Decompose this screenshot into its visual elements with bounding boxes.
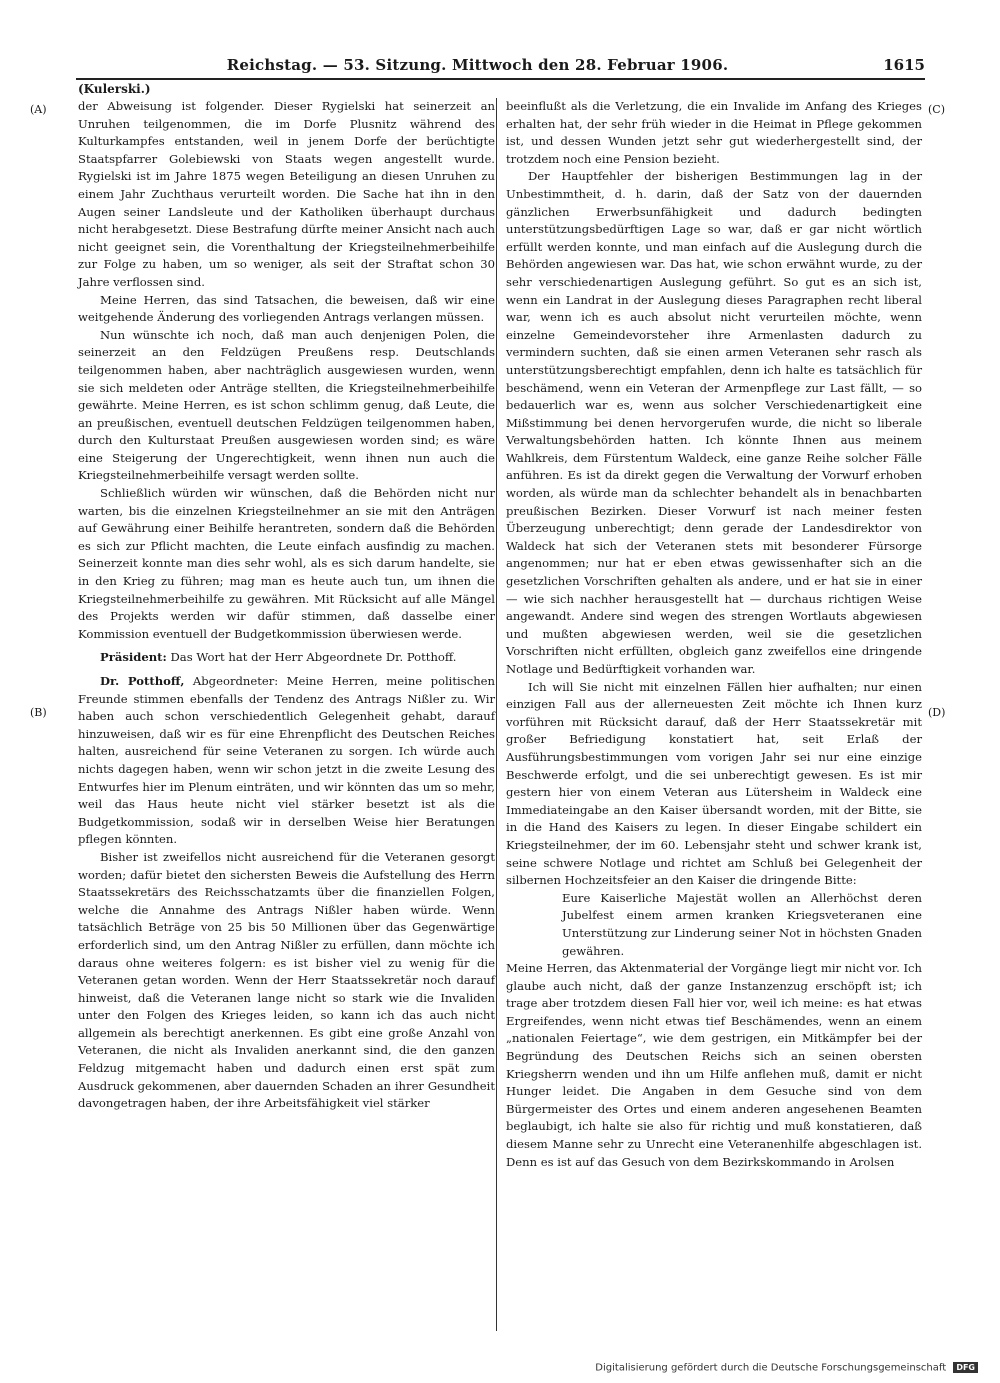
paragraph: Bisher ist zweifellos nicht ausreichend für die Veteranen gesorgt worden; dafür bietet den sichersten Beweis die Aufstellung des Herrn Staatssekretärs des Reichsschatzamts über die finanziellen Folgen, welche die Annahme des Antrags Nißler haben würde. Wenn tatsächlich Beträge von 25 bis 50 Millionen über das Gegenwärtige erforderlich sind, um den Antrag Nißler zu erfüllen, dann möchte ich daraus ohne weiteres folgern: es ist bisher viel zu wenig für die Veteranen getan worden. Wenn der Herr Staatssekretär noch darauf hinweist, daß die Veteranen lange nicht so stark wie die Invaliden unter den Folgen des Krieges leiden, so kann ich das auch nicht allgemein als berechtigt anerkennen. Es gibt eine große Anzahl von Veteranen, die nicht als Invaliden anerkannt sind, die den ganzen Feldzug mitgemacht haben und dadurch einen erst spät zum Ausdruck gekommenen, aber dauernden Schaden an ihrer Gesundheit davongetragen haben, der ihre Arbeitsfähigkeit viel stärker [78, 849, 495, 1111]
running-header [30, 56, 925, 78]
statement-text: Das Wort hat der Herr Abgeordnete Dr. Potthoff. [170, 650, 457, 665]
header-rule [76, 78, 925, 80]
speaker-label: Präsident: [100, 650, 167, 665]
margin-mark-c: (C) [928, 103, 945, 116]
paragraph: der Abweisung ist folgender. Dieser Rygielski hat seinerzeit an Unruhen teilgenommen, die im Dorfe Plusnitz während des Kulturkampfes entstanden, weil in jenem Dorfe der berüchtigte Staatspfarrer Golebiewski von Staats wegen angestellt wurde. Rygielski ist im Jahre 1875 wegen Beteiligung an diesen Unruhen zu einem Jahr Zuchthaus verurteilt worden. Die Sache hat ihn in den Augen seiner Landsleute und der Katholiken überhaupt durchaus nicht herabgesetzt. Diese Bestrafung dürfte meiner Ansicht nach auch nicht geeignet sein, die Vorenthaltung der Kriegsteilnehmerbeihilfe zur Folge zu haben, um so weniger, als seit der Straftat schon 30 Jahre verflossen sind. [78, 99, 495, 289]
paragraph: Nun wünschte ich noch, daß man auch denjenigen Polen, die seinerzeit an den Feldzügen Preußens resp. Deutschlands teilgenommen haben, aber nachträglich ausgewiesen wurden, wenn sie sich meldeten oder Anträge stellten, die Kriegsteilnehmerbeihilfe gewährte. Meine Herren, es ist schon schlimm genug, daß Leute, die an preußischen, eventuell deutschen Feldzügen teilgenommen haben, durch den Kulturstaat Preußen ausgewiesen worden sind; es wäre eine Steigerung der Ungerechtigkeit, wenn ihnen nun auch die Kriegsteilnehmerbeihilfe versagt werden sollte. [78, 327, 495, 483]
margin-mark-a: (A) [30, 103, 47, 116]
footer-credit [595, 1362, 978, 1374]
paragraph: Schließlich würden wir wünschen, daß die Behörden nicht nur warten, bis die einzelnen Kriegsteilnehmer an sie mit den Anträgen auf Gewährung einer Beihilfe herantreten, sondern daß die Behörden es sich zur Pflicht machten, die Leute einfach ausfindig zu machen. Seinerzeit konnte man dies sehr wohl, als es sich darum handelte, sie in den Krieg zu führen; mag man es heute auch tun, um ihnen die Kriegsteilnehmerbeihilfe zu gewähren. Mit Rücksicht auf alle Mängel des Projekts werden wir dafür stimmen, daß dasselbe einer Kommission eventuell der Budgetkommission überwiesen werde. [78, 486, 495, 641]
paragraph: Ich will Sie nicht mit einzelnen Fällen hier aufhalten; nur einen einzigen Fall aus der allerneuesten Zeit möchte ich Ihnen kurz vorführen mit Rücksicht darauf, daß der Herr Staatssekretär mit großer Befriedigung konstatiert hat, seit Erlaß der Ausführungsbestimmungen vom vorigen Jahr sei nur eine einzige Beschwerde erfolgt, und die sei unberechtigt gewesen. Es ist mir gestern hier von einem Veteran aus Lütersheim in Waldeck eine Immediateingabe an den Kaiser übersandt worden, mit der Bitte, sie in die Hand des Kaisers zu legen. In dieser Eingabe schildert ein Kriegsteilnehmer, der im 60. Lebensjahr steht und schwer krank ist, seine schwere Notlage und richtet am Schluß bei Gelegenheit der silbernen Hochzeitsfeier an den Kaiser die dringende Bitte: [506, 679, 922, 888]
potthoff-speech [78, 673, 495, 849]
paragraph: Der Hauptfehler der bisherigen Bestimmungen lag in der Unbestimmtheit, d. h. darin, daß der Satz von der dauernden gänzlichen Erwerbsunfähigkeit und dadurch bedingten unterstützungsbedürftigen Lage so war, daß er gar nicht wörtlich erfüllt werden konnte, und man einfach auf die Auslegung durch die Behörden angewiesen war. Das hat, wie schon erwähnt wurde, zu der sehr verschiedenartigen Auslegung geführt. So gut es an sich ist, wenn ein Landrat in der Auslegung dieses Paragraphen recht liberal war, wenn ich es auch absolut nicht verurteilen möchte, wenn einzelne Gemeindevorsteher ihre Armenlasten dadurch zu vermindern suchten, daß sie einen armen Veteranen sehr rasch als unterstützungsberechtigt empfahlen, denn ich halte es tatsächlich für beschämend, wenn ein Veteran der Armenpflege zur Last fällt, — so bedauerlich war es, wenn aus solcher Verschiedenartigkeit eine Mißstimmung bei denen hervorgerufen wurde, die nicht so liberale Verwaltungsbehörden hatten. Ich könnte Ihnen aus meinem Wahlkreis, dem Fürstentum Waldeck, eine ganze Reihe solcher Fälle anführen. Es ist da direkt gegen die Verwaltung der Vorwurf erhoben worden, als würde man da schlechter behandelt als in benachbarten preußischen Bezirken. Dieser Vorwurf ist nach meiner festen Überzeugung unberechtigt; denn gerade der Landesdirektor von Waldeck hat sich der Veteranen stets mit besonderer Fürsorge angenommen; nur hat er eben etwas gewissenhafter sich an die gesetzlichen Vorschriften gehalten als andere, und er hat sie in einer — wie sich nachher herausgestellt hat — durchaus richtigen Weise angewandt. Andere sind wegen des strengen Wortlauts abgewiesen und mußten abgewiesen werden, weil sie die gesetzlichen Vorschriften nicht erfüllten, obgleich ganz zweifellos eine dringende Notlage und Bedürftigkeit vorhanden war. [506, 169, 922, 676]
margin-mark-b: (B) [30, 706, 47, 719]
speaker-label: Dr. Potthoff, [100, 674, 185, 688]
margin-mark-d: (D) [928, 706, 946, 719]
footer-text: Digitalisierung gefördert durch die Deutsche Forschungsgemeinschaft [595, 1362, 947, 1373]
paragraph: Meine Herren, das sind Tatsachen, die beweisen, daß wir eine weitgehende Änderung des vorliegenden Antrags verlangen müssen. [78, 292, 495, 325]
left-column [78, 98, 495, 1113]
paragraph: Meine Herren, das Aktenmaterial der Vorgänge liegt mir nicht vor. Ich glaube auch nicht, daß der ganze Instanzenzug erschöpft ist; ich trage aber trotzdem diesen Fall hier vor, weil ich meine: es hat etwas Ergreifendes, wenn nicht etwas tief Beschämendes, wenn an einem „nationalen Feiertage“, wie dem gestrigen, ein Mitkämpfer bei der Begründung des Deutschen Reichs sich an seinen obersten Kriegsherrn wenden und ihn um Hilfe anflehen muß, damit er nicht Hunger leidet. Die Angaben in dem Gesuche sind von dem Bürgermeister des Ortes und einem anderen angesehenen Beamten beglaubigt, ich halte sie also für richtig und muß konstatieren, daß diesem Manne sehr zu Unrecht eine Veteranenhilfe abgeschlagen ist. Denn es ist auf das Gesuch von dem Bezirkskommando in Arolsen [506, 961, 922, 1169]
header-title: Reichstag. — 53. Sitzung. Mittwoch den 28. Februar 1906. [226, 56, 729, 74]
petition-quote: Eure Kaiserliche Majestät wollen an Allerhöchst deren Jubelfest einem armen kranken Kriegsveteranen eine Unterstützung zur Linderung seiner Not in höchsten Gnaden gewähren. [562, 890, 922, 958]
speech-text: Abgeordneter: Meine Herren, meine politischen Freunde stimmen ebenfalls der Tendenz des Antrags Nißler zu. Wir haben auch schon verschiedentlich Gelegenheit gehabt, darauf hinzuweisen, daß wir es für eine Ehrenpflicht des Deutschen Reiches halten, ausreichend für seine Veteranen zu sorgen. Ich würde auch nichts dagegen haben, wenn wir schon jetzt in die zweite Lesung des Entwurfes hier im Plenum einträten, und wir könnten das um so mehr, weil das Haus heute nicht viel stärker besetzt ist als die Budgetkommission, sodaß wir in derselben Weise hier Beratungen pflegen könnten. [78, 674, 495, 847]
right-column [506, 98, 922, 1171]
dfg-logo: DFG [953, 1362, 978, 1373]
paragraph: beeinflußt als die Verletzung, die ein Invalide im Anfang des Krieges erhalten hat, der sehr früh wieder in die Heimat in Pflege gekommen ist, und dessen Wunden jetzt sehr gut wiederhergestellt sind, der trotzdem noch eine Pension bezieht. [506, 99, 922, 166]
column-divider [496, 98, 497, 1331]
speaker-tag: (Kulerski.) [78, 82, 151, 96]
president-statement [78, 649, 495, 667]
page-number: 1615 [883, 56, 925, 74]
